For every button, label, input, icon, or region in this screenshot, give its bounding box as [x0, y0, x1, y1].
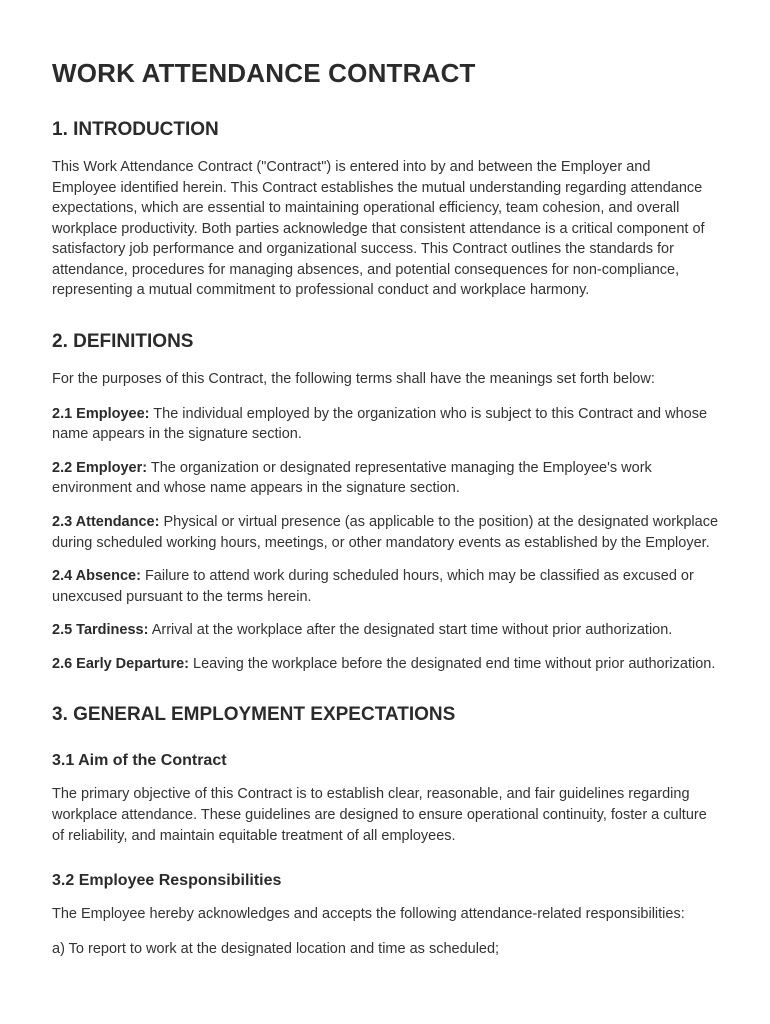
responsibilities-intro-paragraph: The Employee hereby acknowledges and accepts the following attendance-related responsibilities: [52, 906, 685, 923]
definition-term-employer: 2.2 Employer: [52, 459, 148, 476]
aim-paragraph: The primary objective of this Contract is to establish clear, reasonable, and fair guidelines regarding workplace attendance. These guidelines are designed to ensure operational continuity, foster a culture of reliability, and maintain equitable treatment of all employees. [52, 786, 707, 844]
responsibility-item-a: a) To report to work at the designated location and time as scheduled; [52, 940, 500, 957]
definition-text-employee: The individual employed by the organization who is subject to this Contract and whose name appears in the signature section. [52, 405, 708, 443]
definition-item-employee [52, 404, 718, 445]
section-heading-introduction: 1. INTRODUCTION [52, 119, 219, 140]
page-title: WORK ATTENDANCE CONTRACT [52, 58, 476, 88]
section-heading-general-expectations: 3. GENERAL EMPLOYMENT EXPECTATIONS [52, 704, 456, 726]
definition-term-employee: 2.1 Employee: [52, 405, 150, 422]
definitions-intro-paragraph: For the purposes of this Contract, the following terms shall have the meanings set forth below: [52, 371, 655, 388]
definition-term-tardiness: 2.5 Tardiness: [52, 622, 149, 639]
definition-item-employer [52, 458, 718, 499]
definition-term-early-departure: 2.6 Early Departure: [52, 655, 190, 672]
definition-term-absence: 2.4 Absence: [52, 568, 141, 585]
definition-text-early-departure: Leaving the workplace before the designated end time without prior authorization. [193, 655, 716, 672]
definition-text-attendance: Physical or virtual presence (as applicable to the position) at the designated workplace during scheduled working hours, meetings, or other mandatory events as established by the Employer. [52, 513, 719, 551]
definition-item-absence [52, 566, 718, 607]
subsection-heading-aim: 3.1 Aim of the Contract [52, 752, 227, 770]
definition-item-attendance [52, 512, 718, 553]
introduction-paragraph: This Work Attendance Contract ("Contract") is entered into by and between the Employer and Employee identified herein. This Contract establishes the mutual understanding regarding attendance expectations, which are essential to maintaining operational efficiency, team cohesion, and overall workplace productivity. Both parties acknowledge that consistent attendance is a critical component of satisfactory job performance and organizational success. This Contract outlines the standards for attendance, procedures for managing absences, and potential consequences for non-compliance, representing a mutual commitment to professional conduct and workplace harmony. [52, 159, 705, 299]
definition-text-employer: The organization or designated representative managing the Employee's work environment and whose name appears in the signature section. [52, 459, 652, 497]
definition-term-attendance: 2.3 Attendance: [52, 513, 160, 530]
definition-item-tardiness [52, 620, 718, 641]
definition-text-absence: Failure to attend work during scheduled hours, which may be classified as excused or unexcused pursuant to the terms herein. [52, 568, 694, 605]
section-heading-definitions: 2. DEFINITIONS [52, 331, 194, 353]
subsection-heading-employee-responsibilities: 3.2 Employee Responsibilities [52, 872, 282, 890]
definition-item-early-departure [52, 654, 718, 675]
definition-text-tardiness: Arrival at the workplace after the designated start time without prior authorization. [151, 622, 673, 639]
